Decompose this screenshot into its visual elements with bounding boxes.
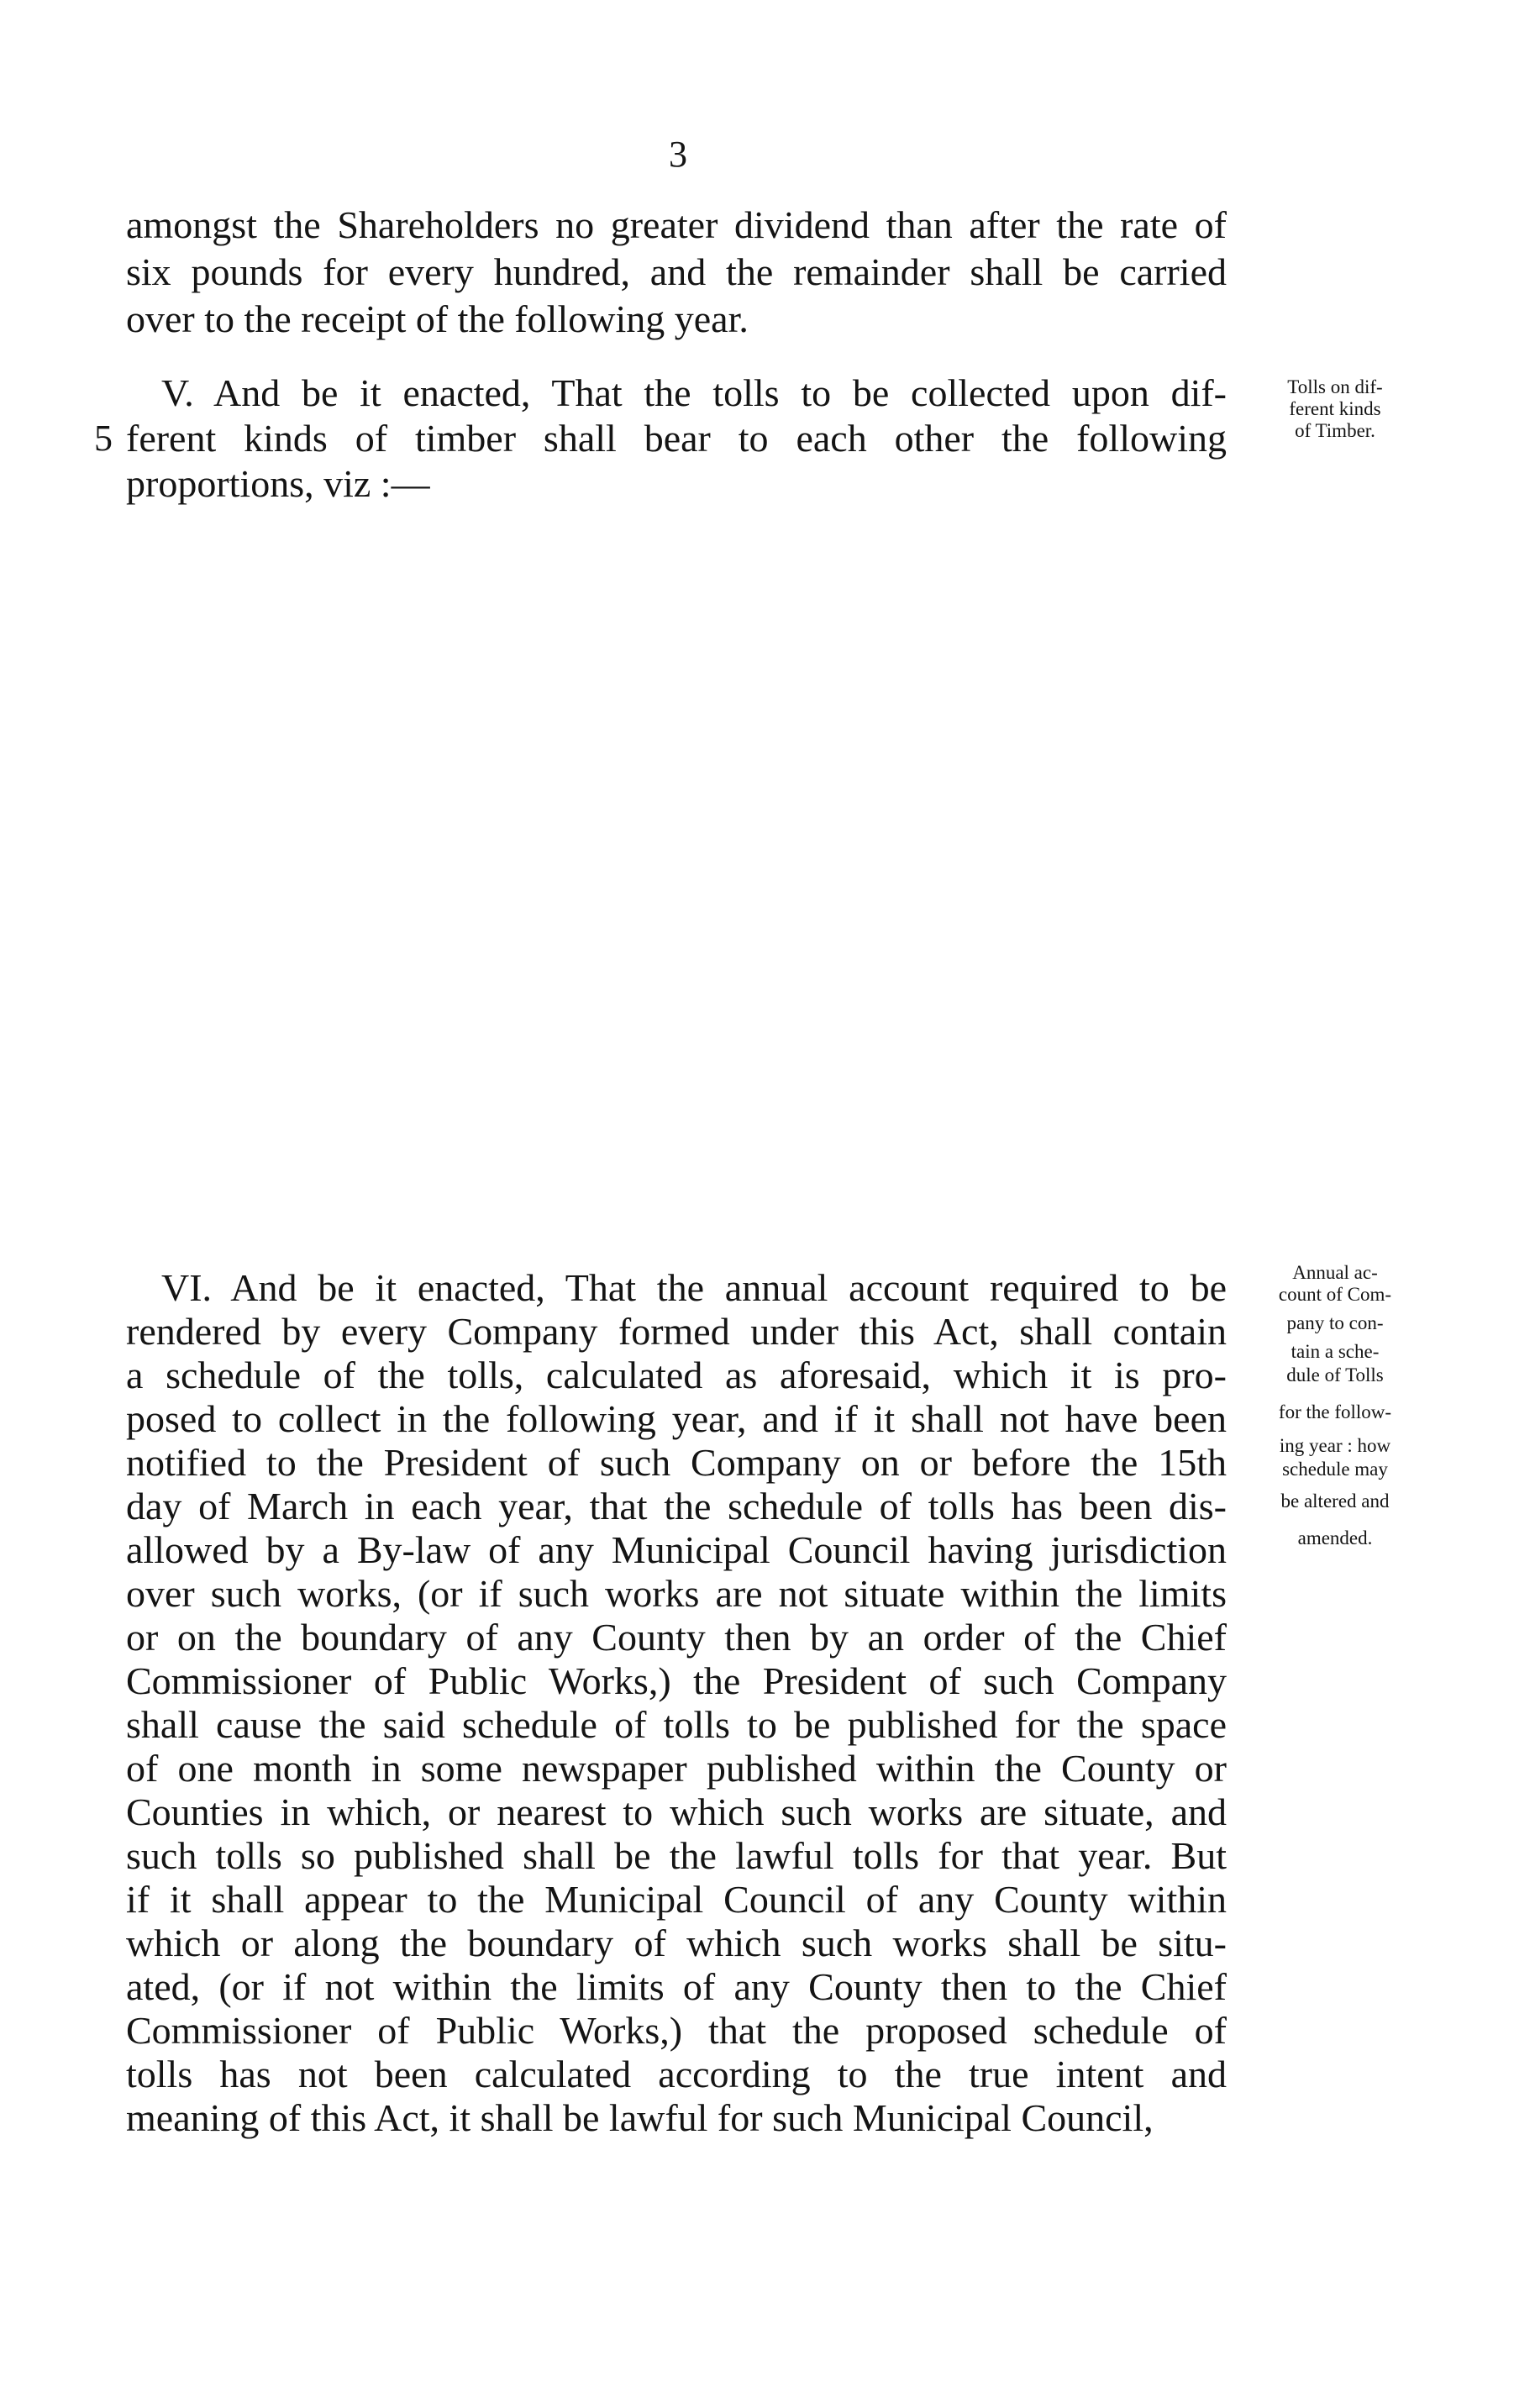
margin-note-line: schedule may <box>1282 1459 1388 1480</box>
text-line: six pounds for every hundred, and the remainder shall be carried <box>126 250 1227 293</box>
text-line: notified to the President of such Company on or before the 15th <box>126 1441 1227 1484</box>
margin-note-line: be altered and <box>1280 1491 1390 1512</box>
margin-note-line: Annual ac- <box>1292 1262 1378 1283</box>
margin-note-line: ferent kinds <box>1289 398 1381 419</box>
margin-note-line: of Timber. <box>1295 420 1375 441</box>
margin-note-line: for the follow- <box>1278 1401 1392 1422</box>
text-line: posed to collect in the following year, and if it shall not have been <box>126 1397 1227 1440</box>
margin-note-line: dule of Tolls <box>1286 1364 1384 1385</box>
text-line: meaning of this Act, it shall be lawful for such Municipal Council, <box>126 2096 1154 2139</box>
text-line: which or along the boundary of which such works shall be situ- <box>126 1922 1227 1964</box>
text-line: ferent kinds of timber shall bear to each other the following <box>126 417 1227 460</box>
text-line: proportions, viz :— <box>126 462 430 505</box>
text-line: Commissioner of Public Works,) the President of such Company <box>126 1659 1227 1702</box>
text-line: VI. And be it enacted, That the annual account required to be <box>161 1266 1227 1309</box>
margin-note-line: ing year : how <box>1279 1435 1391 1456</box>
line-number: 5 <box>94 418 113 459</box>
text-line: of one month in some newspaper published within the County or <box>126 1747 1227 1790</box>
text-line: over to the receipt of the following year. <box>126 297 749 340</box>
text-line: if it shall appear to the Municipal Council of any County within <box>126 1878 1227 1921</box>
text-line: Counties in which, or nearest to which such works are situate, and <box>126 1790 1227 1833</box>
text-line: ated, (or if not within the limits of any County then to the Chief <box>126 1965 1227 2008</box>
text-line: V. And be it enacted, That the tolls to be collected upon dif- <box>161 371 1227 414</box>
text-line: over such works, (or if such works are not situate within the limits <box>126 1572 1227 1615</box>
text-line: allowed by a By-law of any Municipal Council having jurisdiction <box>126 1528 1227 1571</box>
page-number: 3 <box>669 134 687 175</box>
text-line: amongst the Shareholders no greater dividend than after the rate of <box>126 203 1227 246</box>
text-line: Commissioner of Public Works,) that the proposed schedule of <box>126 2009 1227 2052</box>
margin-note-line: count of Com- <box>1278 1284 1392 1305</box>
text-line: day of March in each year, that the schedule of tolls has been dis- <box>126 1485 1227 1527</box>
margin-note-line: Tolls on dif- <box>1287 376 1383 397</box>
margin-note-line: tain a sche- <box>1291 1341 1380 1362</box>
text-line: or on the boundary of any County then by an order of the Chief <box>126 1616 1227 1659</box>
text-line: rendered by every Company formed under this Act, shall contain <box>126 1310 1227 1353</box>
text-line: tolls has not been calculated according to the true intent and <box>126 2053 1227 2095</box>
text-line: shall cause the said schedule of tolls to be published for the space <box>126 1703 1227 1746</box>
margin-note-line: pany to con- <box>1286 1312 1384 1333</box>
text-line: such tolls so published shall be the lawful tolls for that year. But <box>126 1834 1227 1877</box>
text-line: a schedule of the tolls, calculated as aforesaid, which it is pro- <box>126 1354 1227 1396</box>
margin-note-line: amended. <box>1297 1527 1373 1548</box>
